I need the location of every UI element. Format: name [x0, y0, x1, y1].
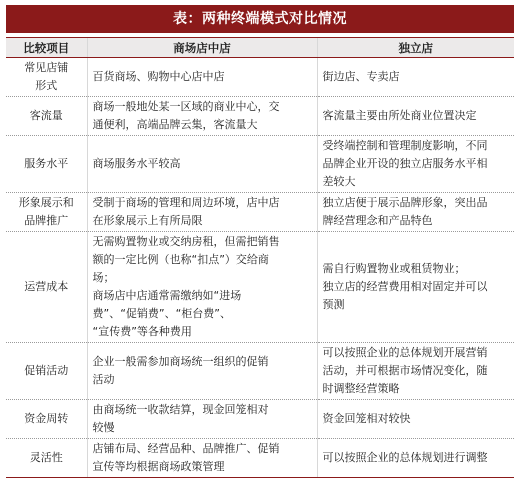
cell-text-line: 受制于商场的管理和周边环境，店中店 [92, 196, 280, 209]
row-item-cell [6, 400, 87, 439]
table-row [6, 136, 514, 193]
cell-text-line: 可以按照企业的总体规划进行调整 [322, 451, 488, 464]
row-independent-cell [317, 58, 514, 97]
cell-text-line: 独立店的经营费用相对固定并可以 [322, 280, 488, 293]
row-mall-cell [87, 400, 317, 439]
cell-text-line: 牌经营理念和产品特色 [322, 214, 433, 227]
cell-text-line: 店铺布局、经营品种、品牌推广、促销 [92, 442, 280, 455]
cell-text-line: 费”、“促销费”、“柜台费”、 [92, 307, 231, 320]
row-item-cell [6, 58, 87, 97]
cell-text-line: 受终端控制和管理制度影响，不同 [322, 139, 488, 152]
table-body [6, 58, 514, 478]
row-item-cell [6, 343, 87, 400]
row-item-cell [6, 232, 87, 343]
cell-text-line: 形象展示和 [18, 196, 74, 209]
header-row [6, 38, 514, 58]
header-item: 比较项目 [6, 38, 87, 58]
cell-text-line: 通便利，高端品牌云集，客流量大 [92, 118, 258, 131]
cell-text-line: 商场服务水平较高 [92, 157, 181, 170]
cell-text-line: 品牌企业开设的独立店服务水平相 [322, 157, 488, 170]
cell-text-line: 活动 [92, 373, 115, 386]
cell-text-line: 宣传等均根据商场政策管理 [92, 460, 225, 473]
table-row [6, 58, 514, 97]
table-row [6, 232, 514, 343]
comparison-table [6, 37, 514, 478]
table-row [6, 400, 514, 439]
row-item-cell [6, 439, 87, 478]
cell-text-line: 运营成本 [24, 280, 69, 293]
cell-text-line: 客流量 [29, 109, 63, 122]
row-independent-cell [317, 136, 514, 193]
cell-text-line: 活动，并可根据市场情况变化，随 [322, 364, 488, 377]
comparison-table-container [6, 37, 514, 472]
row-item-cell [6, 97, 87, 136]
table-row [6, 439, 514, 478]
cell-text-line: 在形象展示上有所局限 [92, 214, 203, 227]
table-row [6, 343, 514, 400]
header-mall-store: 商场店中店 [87, 38, 317, 58]
cell-text-line: 额的一定比例（也称“扣点”）交给商 [92, 253, 269, 266]
cell-text-line: 资金周转 [24, 412, 69, 425]
cell-text-line: 促销活动 [24, 364, 69, 377]
cell-text-line: 灵活性 [29, 451, 63, 464]
cell-text-line: 场； [92, 271, 115, 284]
cell-text-line: 无需购置物业或交纳房租，但需把销售 [92, 235, 280, 248]
row-mall-cell [87, 58, 317, 97]
row-independent-cell [317, 193, 514, 232]
row-independent-cell [317, 400, 514, 439]
row-mall-cell [87, 97, 317, 136]
row-mall-cell [87, 439, 317, 478]
cell-text-line: 服务水平 [24, 157, 69, 170]
row-independent-cell [317, 232, 514, 343]
cell-text-line: 客流量主要由所处商业位置决定 [322, 109, 477, 122]
row-independent-cell [317, 343, 514, 400]
cell-text-line: 形式 [35, 79, 58, 92]
cell-text-line: 需自行购置物业或租赁物业； [322, 262, 466, 275]
row-independent-cell [317, 97, 514, 136]
row-mall-cell [87, 136, 317, 193]
cell-text-line: “宣传费”等各种费用 [92, 325, 192, 338]
row-mall-cell [87, 343, 317, 400]
cell-text-line: 百货商场、购物中心店中店 [92, 70, 225, 83]
cell-text-line: 常见店铺 [24, 61, 69, 74]
cell-text-line: 差较大 [322, 175, 356, 188]
cell-text-line: 街边店、专卖店 [322, 70, 400, 83]
cell-text-line: 可以按照企业的总体规划开展营销 [322, 346, 488, 359]
row-item-cell [6, 136, 87, 193]
row-mall-cell [87, 193, 317, 232]
cell-text-line: 由商场统一收款结算，现金回笼相对 [92, 403, 269, 416]
cell-text-line: 品牌推广 [24, 214, 69, 227]
cell-text-line: 资金回笼相对较快 [322, 412, 411, 425]
cell-text-line: 时调整经营策略 [322, 382, 400, 395]
row-mall-cell [87, 232, 317, 343]
cell-text-line: 商场一般地处某一区域的商业中心，交 [92, 100, 280, 113]
cell-text-line: 较慢 [92, 421, 115, 434]
table-row [6, 97, 514, 136]
table-row [6, 193, 514, 232]
table-title: 表：两种终端模式对比情况 [6, 5, 514, 33]
row-item-cell [6, 193, 87, 232]
row-independent-cell [317, 439, 514, 478]
cell-text-line: 企业一般需参加商场统一组织的促销 [92, 355, 269, 368]
header-independent-store: 独立店 [317, 38, 514, 58]
cell-text-line: 预测 [322, 298, 345, 311]
cell-text-line: 独立店便于展示品牌形象，突出品 [322, 196, 488, 209]
cell-text-line: 商场店中店通常需缴纳如“进场 [92, 289, 242, 302]
